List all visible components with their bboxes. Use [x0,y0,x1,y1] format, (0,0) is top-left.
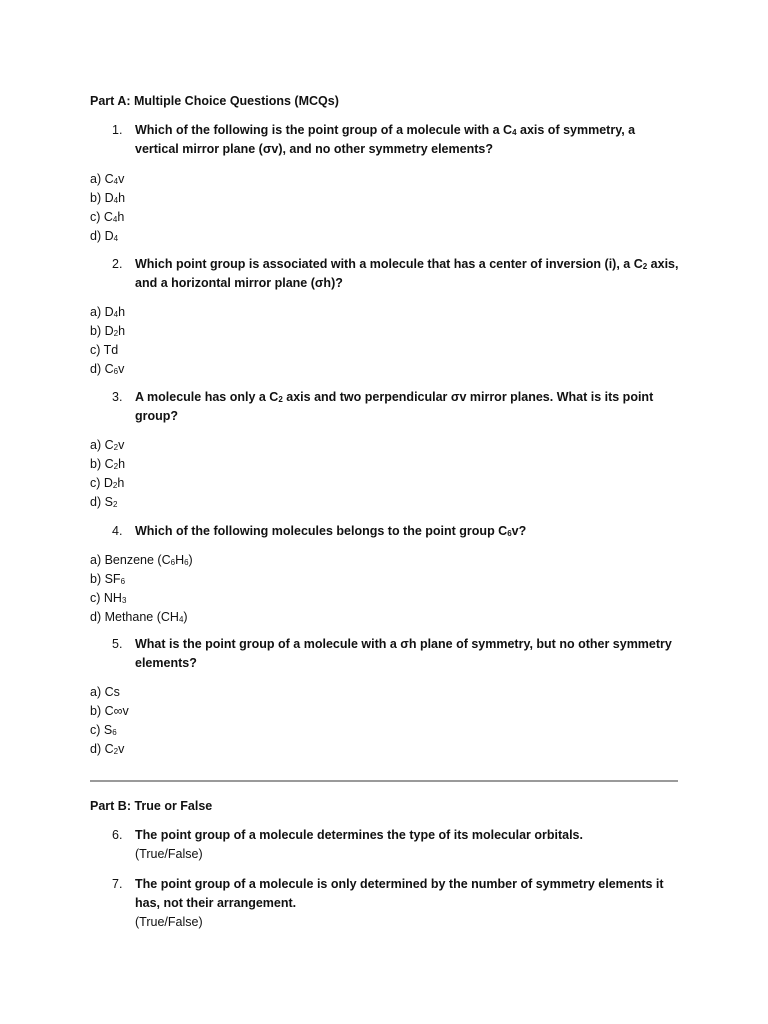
question-number: 6. [112,828,123,842]
question-text: Which of the following is the point group of a molecule with a $C_4$ axis of symmetry, a vertical mirror plane (σv), and no other symmetry elements? [135,123,636,156]
question-1 [112,121,682,159]
question-2 [112,255,682,293]
question-text: Which point group is associated with a molecule that has a center of inversion (i), a $C_2$ axis, and a horizontal mirror plane (σh)? [135,257,679,290]
question-text: A molecule has only a $C_2$ axis and two perpendicular σv mirror planes. What is its point group? [135,390,654,423]
question-text: The point group of a molecule is only determined by the number of symmetry elements it has, not their arrangement. [135,877,664,910]
question-6 [112,826,682,864]
question-number: 1. [112,123,123,137]
question-number: 4. [112,524,123,538]
question-7 [112,875,682,932]
question-number: 2. [112,257,123,271]
option-d: d) $C_6v$ [90,362,125,376]
part-a-heading: Part A: Multiple Choice Questions (MCQs) [90,94,339,108]
part-b-heading: Part B: True or False [90,799,213,813]
option-c: c) $NH_3$ [90,591,127,605]
question-number: 7. [112,877,123,891]
question-text: The point group of a molecule determines the type of its molecular orbitals. [135,828,583,842]
option-d: d) Methane $(CH_4)$ [90,610,188,624]
question-number: 3. [112,390,123,404]
option-a: a) $D_4h$ [90,305,126,319]
option-c: c) $D_2h$ [90,476,125,490]
option-a: a) Benzene $(C_6H_6)$ [90,553,193,567]
question-2-options [90,303,125,379]
question-4 [112,522,682,541]
option-d: d) $S_2$ [90,495,118,509]
option-b: b) $C_2h$ [90,457,126,471]
option-a: a) $C_2v$ [90,438,125,452]
option-b: b) $D_2h$ [90,324,126,338]
option-d: d) $C_2v$ [90,742,125,756]
option-b: b) $D_4h$ [90,191,126,205]
question-3 [112,388,682,426]
option-c: c) $C_4h$ [90,210,125,224]
question-4-options [90,551,193,627]
question-5-options [90,683,129,759]
answer-format-note: (True/False) [135,847,203,861]
option-a: a) $C_4v$ [90,172,125,186]
question-text: Which of the following molecules belongs to the point group $C_6v$? [135,524,527,538]
question-text: What is the point group of a molecule with a σh plane of symmetry, but no other symmetry elements? [135,637,672,670]
option-a: a) Cs [90,685,120,699]
question-number: 5. [112,637,123,651]
option-b: b) C∞v [90,704,129,718]
option-c: c) Td [90,343,119,357]
question-5 [112,635,682,673]
option-d: d) $D_4$ [90,229,119,243]
option-c: c) $S_6$ [90,723,117,737]
answer-format-note: (True/False) [135,915,203,929]
section-divider [90,780,678,782]
question-3-options [90,436,125,512]
question-1-options [90,170,125,246]
option-b: b) $SF_6$ [90,572,126,586]
